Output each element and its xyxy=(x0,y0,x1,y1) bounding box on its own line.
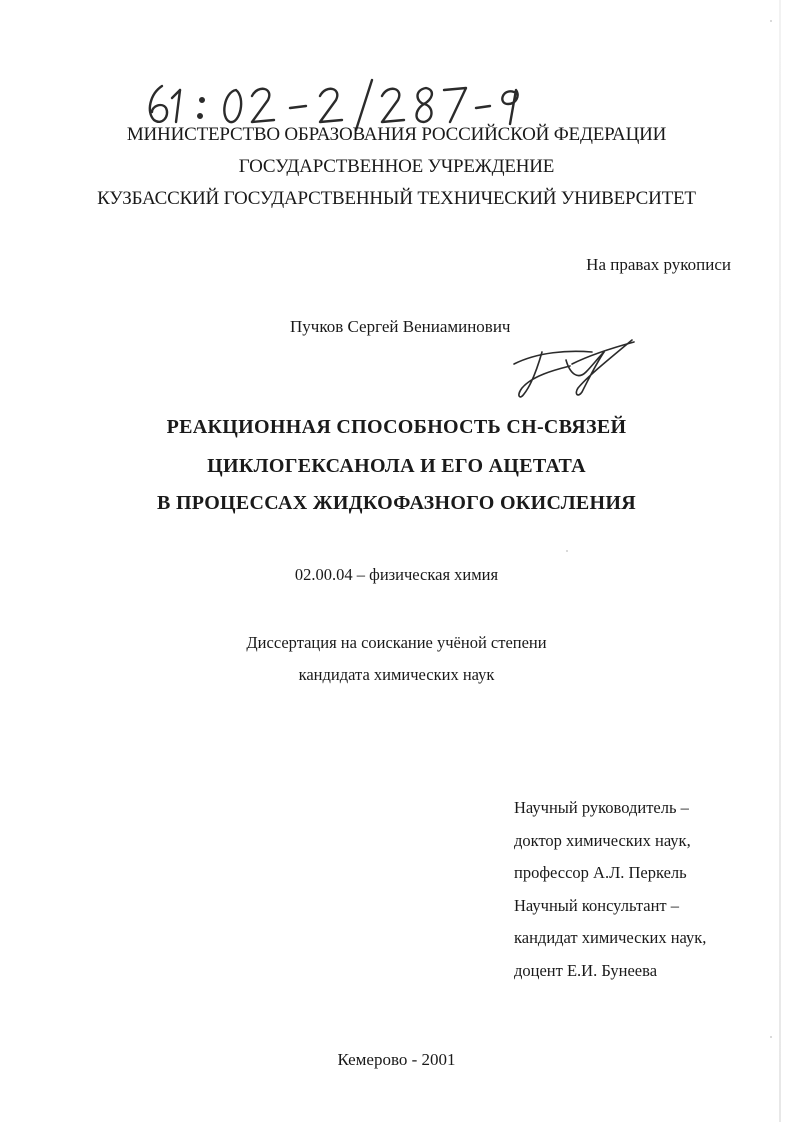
dissertation-line-2: кандидата химических наук xyxy=(298,665,495,684)
thesis-title-line-3: В ПРОЦЕССАХ ЖИДКОФАЗНОГО ОКИСЛЕНИЯ xyxy=(157,492,636,514)
advisors-block xyxy=(514,792,706,987)
author-signature xyxy=(508,330,638,405)
handwritten-archive-code xyxy=(140,72,540,132)
city-year: Кемерово - 2001 xyxy=(337,1050,456,1069)
dissertation-line-1: Диссертация на соискание учёной степени xyxy=(246,633,547,652)
ministry-heading: МИНИСТЕРСТВО ОБРАЗОВАНИЯ РОССИЙСКОЙ ФЕДЕРАЦИИ xyxy=(126,124,667,145)
scan-speck xyxy=(770,1036,772,1038)
advisor-line: Научный руководитель – xyxy=(514,798,689,817)
advisor-line: кандидат химических наук, xyxy=(514,928,707,947)
institution-type: ГОСУДАРСТВЕННОЕ УЧРЕЖДЕНИЕ xyxy=(238,156,555,177)
scan-speck xyxy=(566,550,568,552)
scan-speck xyxy=(770,20,772,22)
advisor-line: доктор химических наук, xyxy=(514,830,691,850)
advisor-line: доцент Е.И. Бунеева xyxy=(514,960,658,980)
advisor-line: профессор А.Л. Перкель xyxy=(514,863,687,882)
thesis-title-line-2: ЦИКЛОГЕКСАНОЛА И ЕГО АЦЕТАТА xyxy=(207,455,586,477)
manuscript-rights-note: На правах рукописи xyxy=(586,255,731,274)
author-name: Пучков Сергей Вениаминович xyxy=(290,317,511,336)
university-name: КУЗБАССКИЙ ГОСУДАРСТВЕННЫЙ ТЕХНИЧЕСКИЙ УНИВЕРСИТЕТ xyxy=(97,188,696,209)
advisor-line: Научный консультант – xyxy=(514,895,679,915)
thesis-title-line-1: РЕАКЦИОННАЯ СПОСОБНОСТЬ СН-СВЯЗЕЙ xyxy=(166,416,627,438)
specialty-code: 02.00.04 – физическая химия xyxy=(294,565,499,584)
